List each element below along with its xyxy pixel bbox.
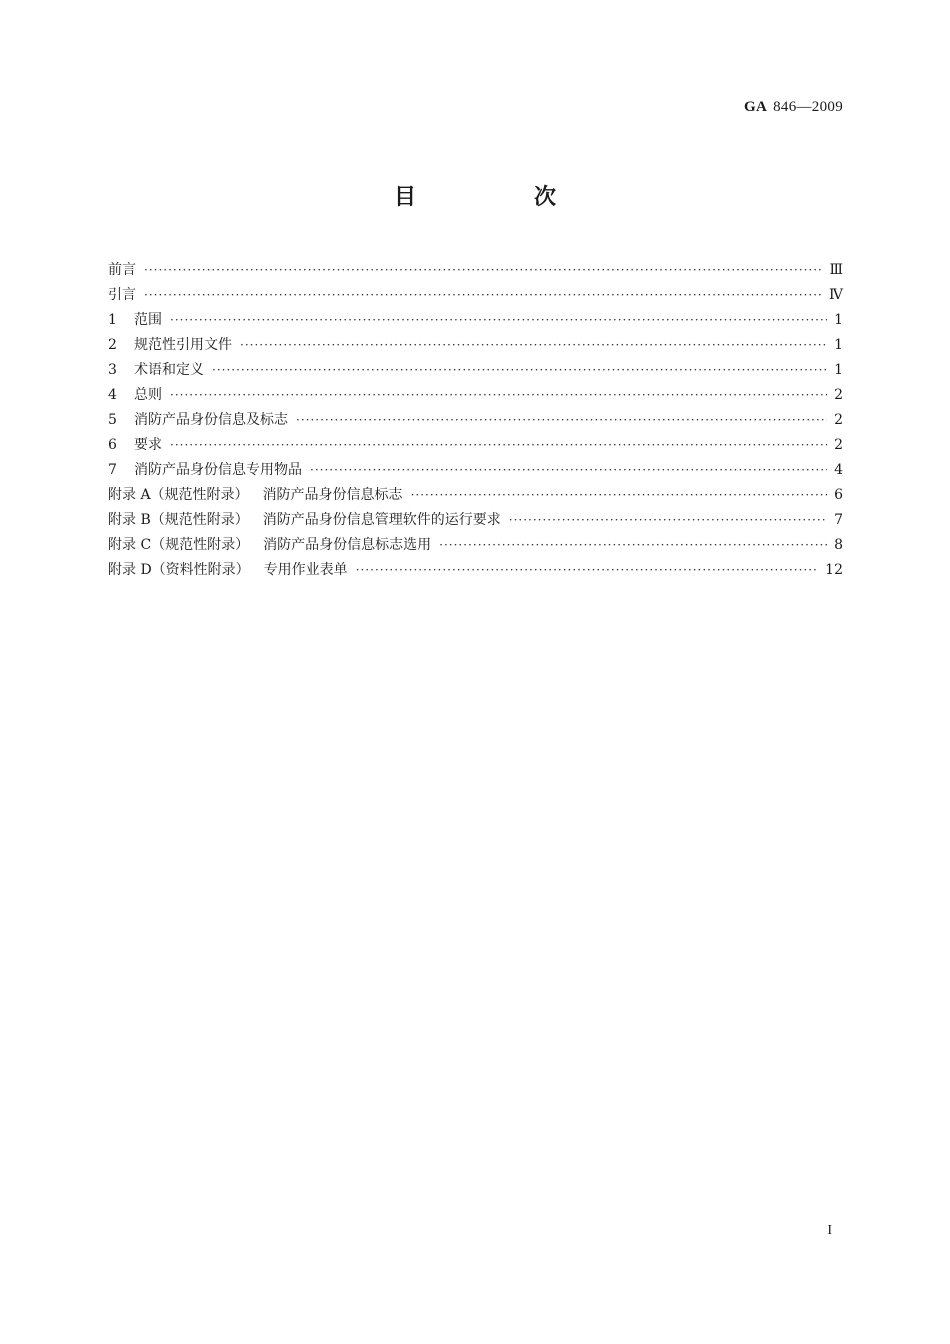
toc-leader-dots: [240, 333, 827, 358]
toc-entry-page: 12: [825, 562, 843, 578]
toc-leader-dots: [212, 358, 827, 383]
toc-entry-4[interactable]: [108, 383, 843, 408]
toc-entry-page: Ⅲ: [829, 262, 843, 278]
toc-entry-appendix-d[interactable]: [108, 558, 843, 583]
toc-entry-number: 5: [108, 412, 117, 428]
toc-entry-page: 4: [834, 462, 843, 478]
toc-entry-page: 1: [834, 362, 843, 378]
toc-entry-introduction[interactable]: [108, 283, 843, 308]
toc-entry-label: 前言: [108, 262, 136, 278]
page-title: 目 次: [393, 185, 604, 210]
toc-entry-label: 总则: [134, 387, 162, 403]
toc-entry-page: 2: [834, 412, 843, 428]
toc-leader-dots: [411, 483, 827, 508]
toc-entry-5[interactable]: [108, 408, 843, 433]
page-number: I: [827, 1223, 832, 1238]
toc-entry-label: 专用作业表单: [263, 562, 348, 578]
toc-leader-dots: [439, 533, 827, 558]
toc-leader-dots: [170, 308, 827, 333]
toc-entry-label: 术语和定义: [134, 362, 204, 378]
toc-leader-dots: [310, 458, 827, 483]
toc-entry-page: 1: [834, 337, 843, 353]
toc-entry-page: 6: [834, 487, 843, 503]
toc-appendix-prefix: 附录 A（规范性附录）: [108, 487, 249, 503]
table-of-contents: [108, 258, 843, 583]
toc-leader-dots: [144, 283, 823, 308]
toc-entry-number: 1: [108, 312, 117, 328]
toc-entry-number: 7: [108, 462, 117, 478]
toc-entry-7[interactable]: [108, 458, 843, 483]
toc-entry-label: 消防产品身份信息标志: [262, 487, 403, 503]
toc-entry-2[interactable]: [108, 333, 843, 358]
toc-entry-label: 规范性引用文件: [134, 337, 232, 353]
standard-number: 846—2009: [773, 99, 843, 115]
toc-entry-1[interactable]: [108, 308, 843, 333]
toc-entry-page: 2: [834, 387, 843, 403]
toc-entry-appendix-b[interactable]: [108, 508, 843, 533]
toc-leader-dots: [170, 383, 827, 408]
toc-entry-label: 消防产品身份信息管理软件的运行要求: [262, 512, 501, 528]
toc-entry-number: 3: [108, 362, 117, 378]
standard-code: [744, 99, 843, 116]
toc-appendix-prefix: 附录 D（资料性附录）: [108, 562, 250, 578]
toc-entry-label: 要求: [134, 437, 162, 453]
toc-leader-dots: [296, 408, 827, 433]
toc-entry-page: 7: [834, 512, 843, 528]
toc-entry-page: 8: [834, 537, 843, 553]
toc-entry-3[interactable]: [108, 358, 843, 383]
toc-leader-dots: [170, 433, 827, 458]
toc-entry-label: 引言: [108, 287, 136, 303]
toc-entry-page: 2: [834, 437, 843, 453]
toc-entry-label: 消防产品身份信息标志选用: [263, 537, 432, 553]
toc-entry-page: Ⅳ: [829, 287, 843, 303]
toc-entry-number: 4: [108, 387, 117, 403]
toc-entry-appendix-a[interactable]: [108, 483, 843, 508]
toc-entry-label: 范围: [134, 312, 162, 328]
toc-entry-appendix-c[interactable]: [108, 533, 843, 558]
toc-leader-dots: [356, 558, 819, 583]
toc-entry-6[interactable]: [108, 433, 843, 458]
toc-entry-number: 6: [108, 437, 117, 453]
toc-leader-dots: [144, 258, 823, 283]
toc-entry-page: 1: [834, 312, 843, 328]
toc-entry-number: 2: [108, 337, 117, 353]
toc-appendix-prefix: 附录 B（规范性附录）: [108, 512, 249, 528]
toc-entry-label: 消防产品身份信息专用物品: [134, 462, 302, 478]
toc-entry-label: 消防产品身份信息及标志: [134, 412, 288, 428]
toc-leader-dots: [509, 508, 827, 533]
standard-prefix: GA: [743, 99, 768, 115]
toc-entry-foreword[interactable]: [108, 258, 843, 283]
toc-appendix-prefix: 附录 C（规范性附录）: [108, 537, 250, 553]
